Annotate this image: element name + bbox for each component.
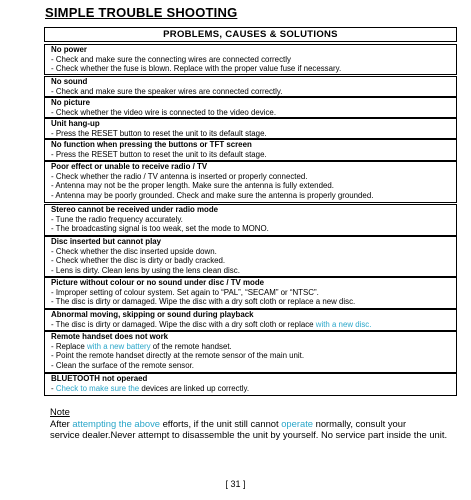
problem-title: No function when pressing the buttons or TFT screen xyxy=(51,140,252,149)
solution-text: - Clean the surface of the remote sensor. xyxy=(51,360,194,370)
note-text: service dealer.Never attempt to disassemble the unit by yourself. No service part inside the unit. xyxy=(50,429,448,440)
problem-box xyxy=(44,161,457,203)
solution-text: - Press the RESET button to reset the unit to its default stage. xyxy=(51,128,267,138)
solution-text: - The disc is dirty or damaged. Wipe the disc with a dry soft cloth or replace a new disc. xyxy=(51,297,356,307)
note-text: efforts, if the unit still cannot xyxy=(159,417,282,429)
solution-text: - Replace xyxy=(51,341,87,351)
solution-line xyxy=(51,384,456,394)
page-number: [ 31 ] xyxy=(225,479,246,489)
solution-text: - Check whether the video wire is connected to the video device. xyxy=(51,107,277,117)
solution-line xyxy=(51,247,456,257)
solution-line xyxy=(51,191,456,201)
solution-line xyxy=(51,351,456,361)
solution-text: devices are linked up correctly. xyxy=(139,383,250,393)
problem-title: Remote handset does not work xyxy=(51,332,169,341)
solution-line xyxy=(51,256,456,266)
solution-line xyxy=(51,64,456,74)
solution-line xyxy=(51,181,456,191)
highlighted-text: with a new disc. xyxy=(315,319,372,329)
table-header: PROBLEMS, CAUSES & SOLUTIONS xyxy=(44,27,457,42)
note-section xyxy=(50,406,465,441)
solution-line xyxy=(51,297,456,307)
solution-text: - Lens is dirty. Clean lens by using the lens clean disc. xyxy=(51,265,240,275)
page-title: SIMPLE TROUBLE SHOOTING xyxy=(45,5,238,20)
problem-title: Abnormal moving, skipping or sound during playback xyxy=(51,310,254,319)
problem-box xyxy=(44,118,457,139)
highlighted-text: with a new battery xyxy=(86,341,151,351)
solution-text: - Check whether the disc is dirty or badly cracked. xyxy=(51,256,226,266)
solution-line xyxy=(51,215,456,225)
solution-text: - Check and make sure the speaker wires are connected correctly. xyxy=(51,86,283,96)
highlighted-text: operate xyxy=(281,417,314,429)
solution-text: - The disc is dirty or damaged. Wipe the disc with a dry soft cloth or replace xyxy=(51,319,316,329)
solution-line xyxy=(51,288,456,298)
problem-box xyxy=(44,373,457,396)
solution-line xyxy=(51,108,456,118)
problem-title: Stereo cannot be received under radio mode xyxy=(51,205,219,214)
solution-line xyxy=(51,172,456,182)
note-heading: Note xyxy=(50,406,70,417)
problem-box xyxy=(44,204,457,236)
solution-line xyxy=(51,361,456,371)
highlighted-text: attempting the above xyxy=(72,417,160,429)
solution-text: - Point the remote handset directly at the remote sensor of the main unit. xyxy=(51,351,305,361)
solution-text: - xyxy=(51,383,56,393)
solution-line xyxy=(51,150,456,160)
note-text: normally, consult your xyxy=(313,417,407,429)
problem-title: Poor effect or unable to receive radio / TV xyxy=(51,162,208,171)
problem-title: Unit hang-up xyxy=(51,119,100,128)
problem-box xyxy=(44,236,457,277)
solution-text: - Antenna may not be the proper length. Make sure the antenna is fully extended. xyxy=(51,181,334,191)
problem-title: Disc inserted but cannot play xyxy=(51,237,162,246)
solution-line xyxy=(51,129,456,139)
note-line xyxy=(50,418,465,430)
solution-text: - The broadcasting signal is too weak, set the mode to MONO. xyxy=(51,224,269,234)
solution-line xyxy=(51,320,456,330)
highlighted-text: Check to make sure the xyxy=(55,383,140,393)
problem-title: No power xyxy=(51,45,87,54)
solution-text: - Check whether the fuse is blown. Replace with the proper value fuse if necessary. xyxy=(51,64,342,74)
solution-text: - Check whether the radio / TV antenna is inserted or properly connected. xyxy=(51,171,308,181)
problem-title: No sound xyxy=(51,77,88,86)
solution-text: - Press the RESET button to reset the unit to its default stage. xyxy=(51,149,267,159)
problem-box xyxy=(44,44,457,75)
solution-text: - Tune the radio frequency accurately. xyxy=(51,214,183,224)
solution-line xyxy=(51,342,456,352)
problem-box xyxy=(44,277,457,309)
solution-line xyxy=(51,87,456,97)
problem-box xyxy=(44,97,457,118)
note-line xyxy=(50,429,465,441)
problem-box xyxy=(44,139,457,161)
problem-title: No picture xyxy=(51,98,91,107)
solution-text: - Check whether the disc inserted upside down. xyxy=(51,246,217,256)
problem-title: Picture without colour or no sound under disc / TV mode xyxy=(51,278,265,287)
problem-title: BLUETOOTH not operaed xyxy=(51,374,148,383)
problem-box xyxy=(44,76,457,97)
solution-text: of the remote handset. xyxy=(150,341,232,351)
note-text: After xyxy=(50,417,73,429)
solution-text: - Antenna may be poorly grounded. Check and make sure the antenna is properly grounded. xyxy=(51,190,374,200)
solution-text: - Improper setting of colour system. Set again to “PAL”, “SECAM” or “NTSC”. xyxy=(51,287,319,297)
solution-line xyxy=(51,266,456,276)
problem-box xyxy=(44,331,457,373)
solution-line xyxy=(51,55,456,65)
problem-box xyxy=(44,309,457,331)
solution-line xyxy=(51,224,456,234)
solution-text: - Check and make sure the connecting wires are connected correctly xyxy=(51,54,291,64)
